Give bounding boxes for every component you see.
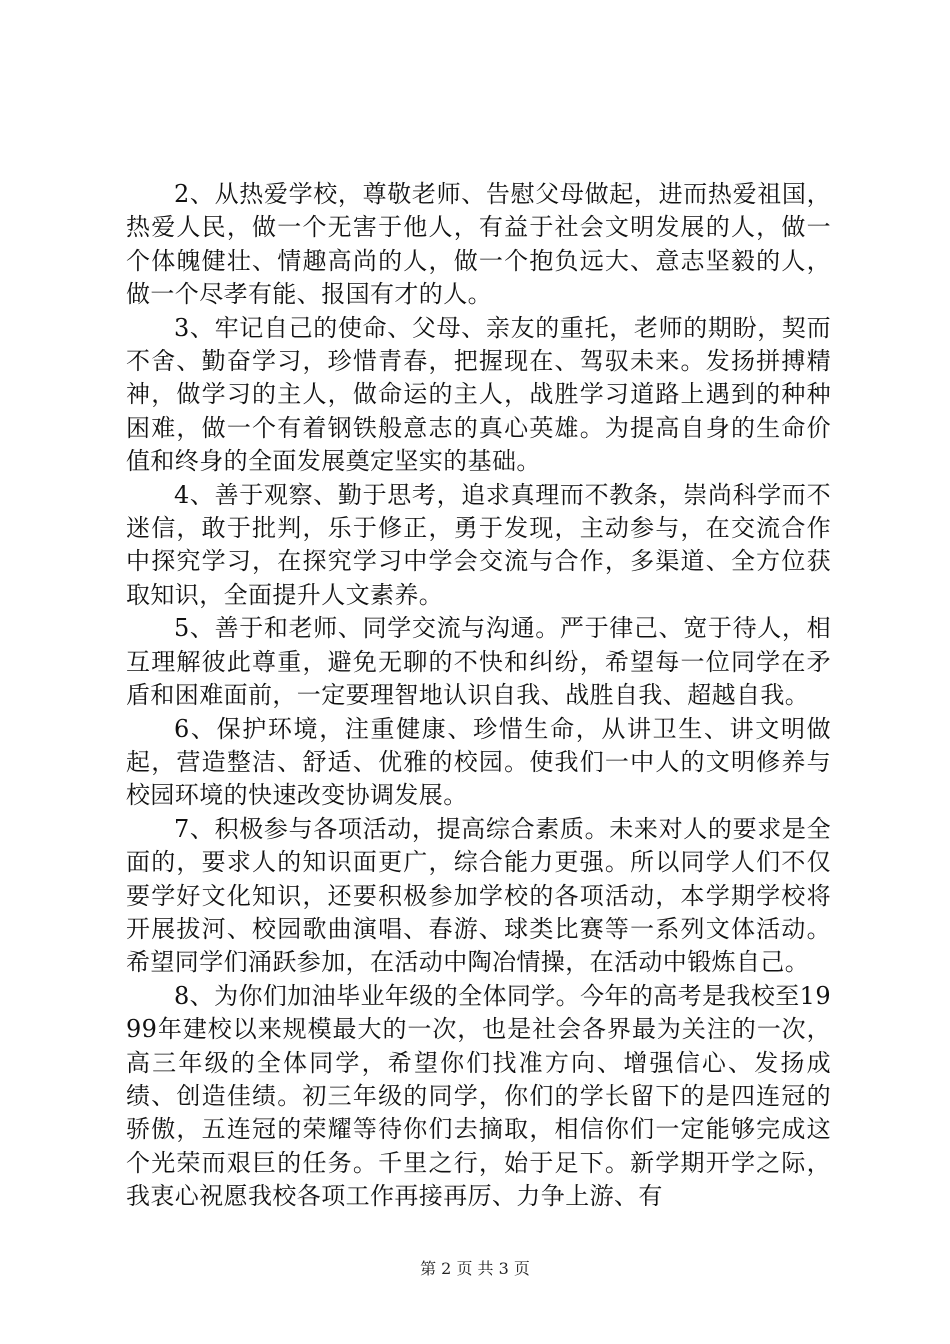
paragraph-3: 3、牢记自己的使命、父母、亲友的重托，老师的期盼，契而不舍、勤奋学习，珍惜青春，把握现在、驾驭未来。发扬拼搏精神，做学习的主人，做命运的主人，战胜学习道路上遇到的种种困难，做一个有着钢铁般意志的真心英雄。为提高自身的生命价值和终身的全面发展奠定坚实的基础。 (126, 313, 831, 476)
paragraph-6: 6、保护环境，注重健康、珍惜生命，从讲卫生、讲文明做起，营造整洁、舒适、优雅的校园。使我们一中人的文明修养与校园环境的快速改变协调发展。 (126, 714, 831, 810)
page-footer (0, 1259, 950, 1279)
document-body (126, 178, 831, 1214)
paragraph-4: 4、善于观察、勤于思考，追求真理而不教条，崇尚科学而不迷信，敢于批判，乐于修正，勇于发现，主动参与，在交流合作中探究学习，在探究学习中学会交流与合作，多渠道、全方位获取知识，全面提升人文素养。 (126, 480, 831, 609)
paragraph-2: 2、从热爱学校，尊敬老师、告慰父母做起，进而热爱祖国，热爱人民，做一个无害于他人，有益于社会文明发展的人，做一个体魄健壮、情趣高尚的人，做一个抱负远大、意志坚毅的人，做一个尽孝有能、报国有才的人。 (126, 180, 831, 309)
paragraph-8: 8、为你们加油毕业年级的全体同学。今年的高考是我校至1999年建校以来规模最大的一次，也是社会各界最为关注的一次，高三年级的全体同学，希望你们找准方向、增强信心、发扬成绩、创造佳绩。初三年级的同学，你们的学长留下的是四连冠的骄傲，五连冠的荣耀等待你们去摘取，相信你们一定能够完成这个光荣而艰巨的任务。千里之行，始于足下。新学期开学之际，我衷心祝愿我校各项工作再接再厉、力争上游、有 (126, 981, 832, 1211)
paragraph-7: 7、积极参与各项活动，提高综合素质。未来对人的要求是全面的，要求人的知识面更广，综合能力更强。所以同学人们不仅要学好文化知识，还要积极参加学校的各项活动，本学期学校将开展拔河、校园歌曲演唱、春游、球类比赛等一系列文体活动。希望同学们涌跃参加，在活动中陶冶情操，在活动中锻炼自己。 (126, 814, 831, 977)
page-number-label: 第 2 页 共 3 页 (420, 1259, 530, 1278)
paragraph-5: 5、善于和老师、同学交流与沟通。严于律己、宽于待人，相互理解彼此尊重，避免无聊的不快和纠纷，希望每一位同学在矛盾和困难面前，一定要理智地认识自我、战胜自我、超越自我。 (126, 614, 831, 710)
